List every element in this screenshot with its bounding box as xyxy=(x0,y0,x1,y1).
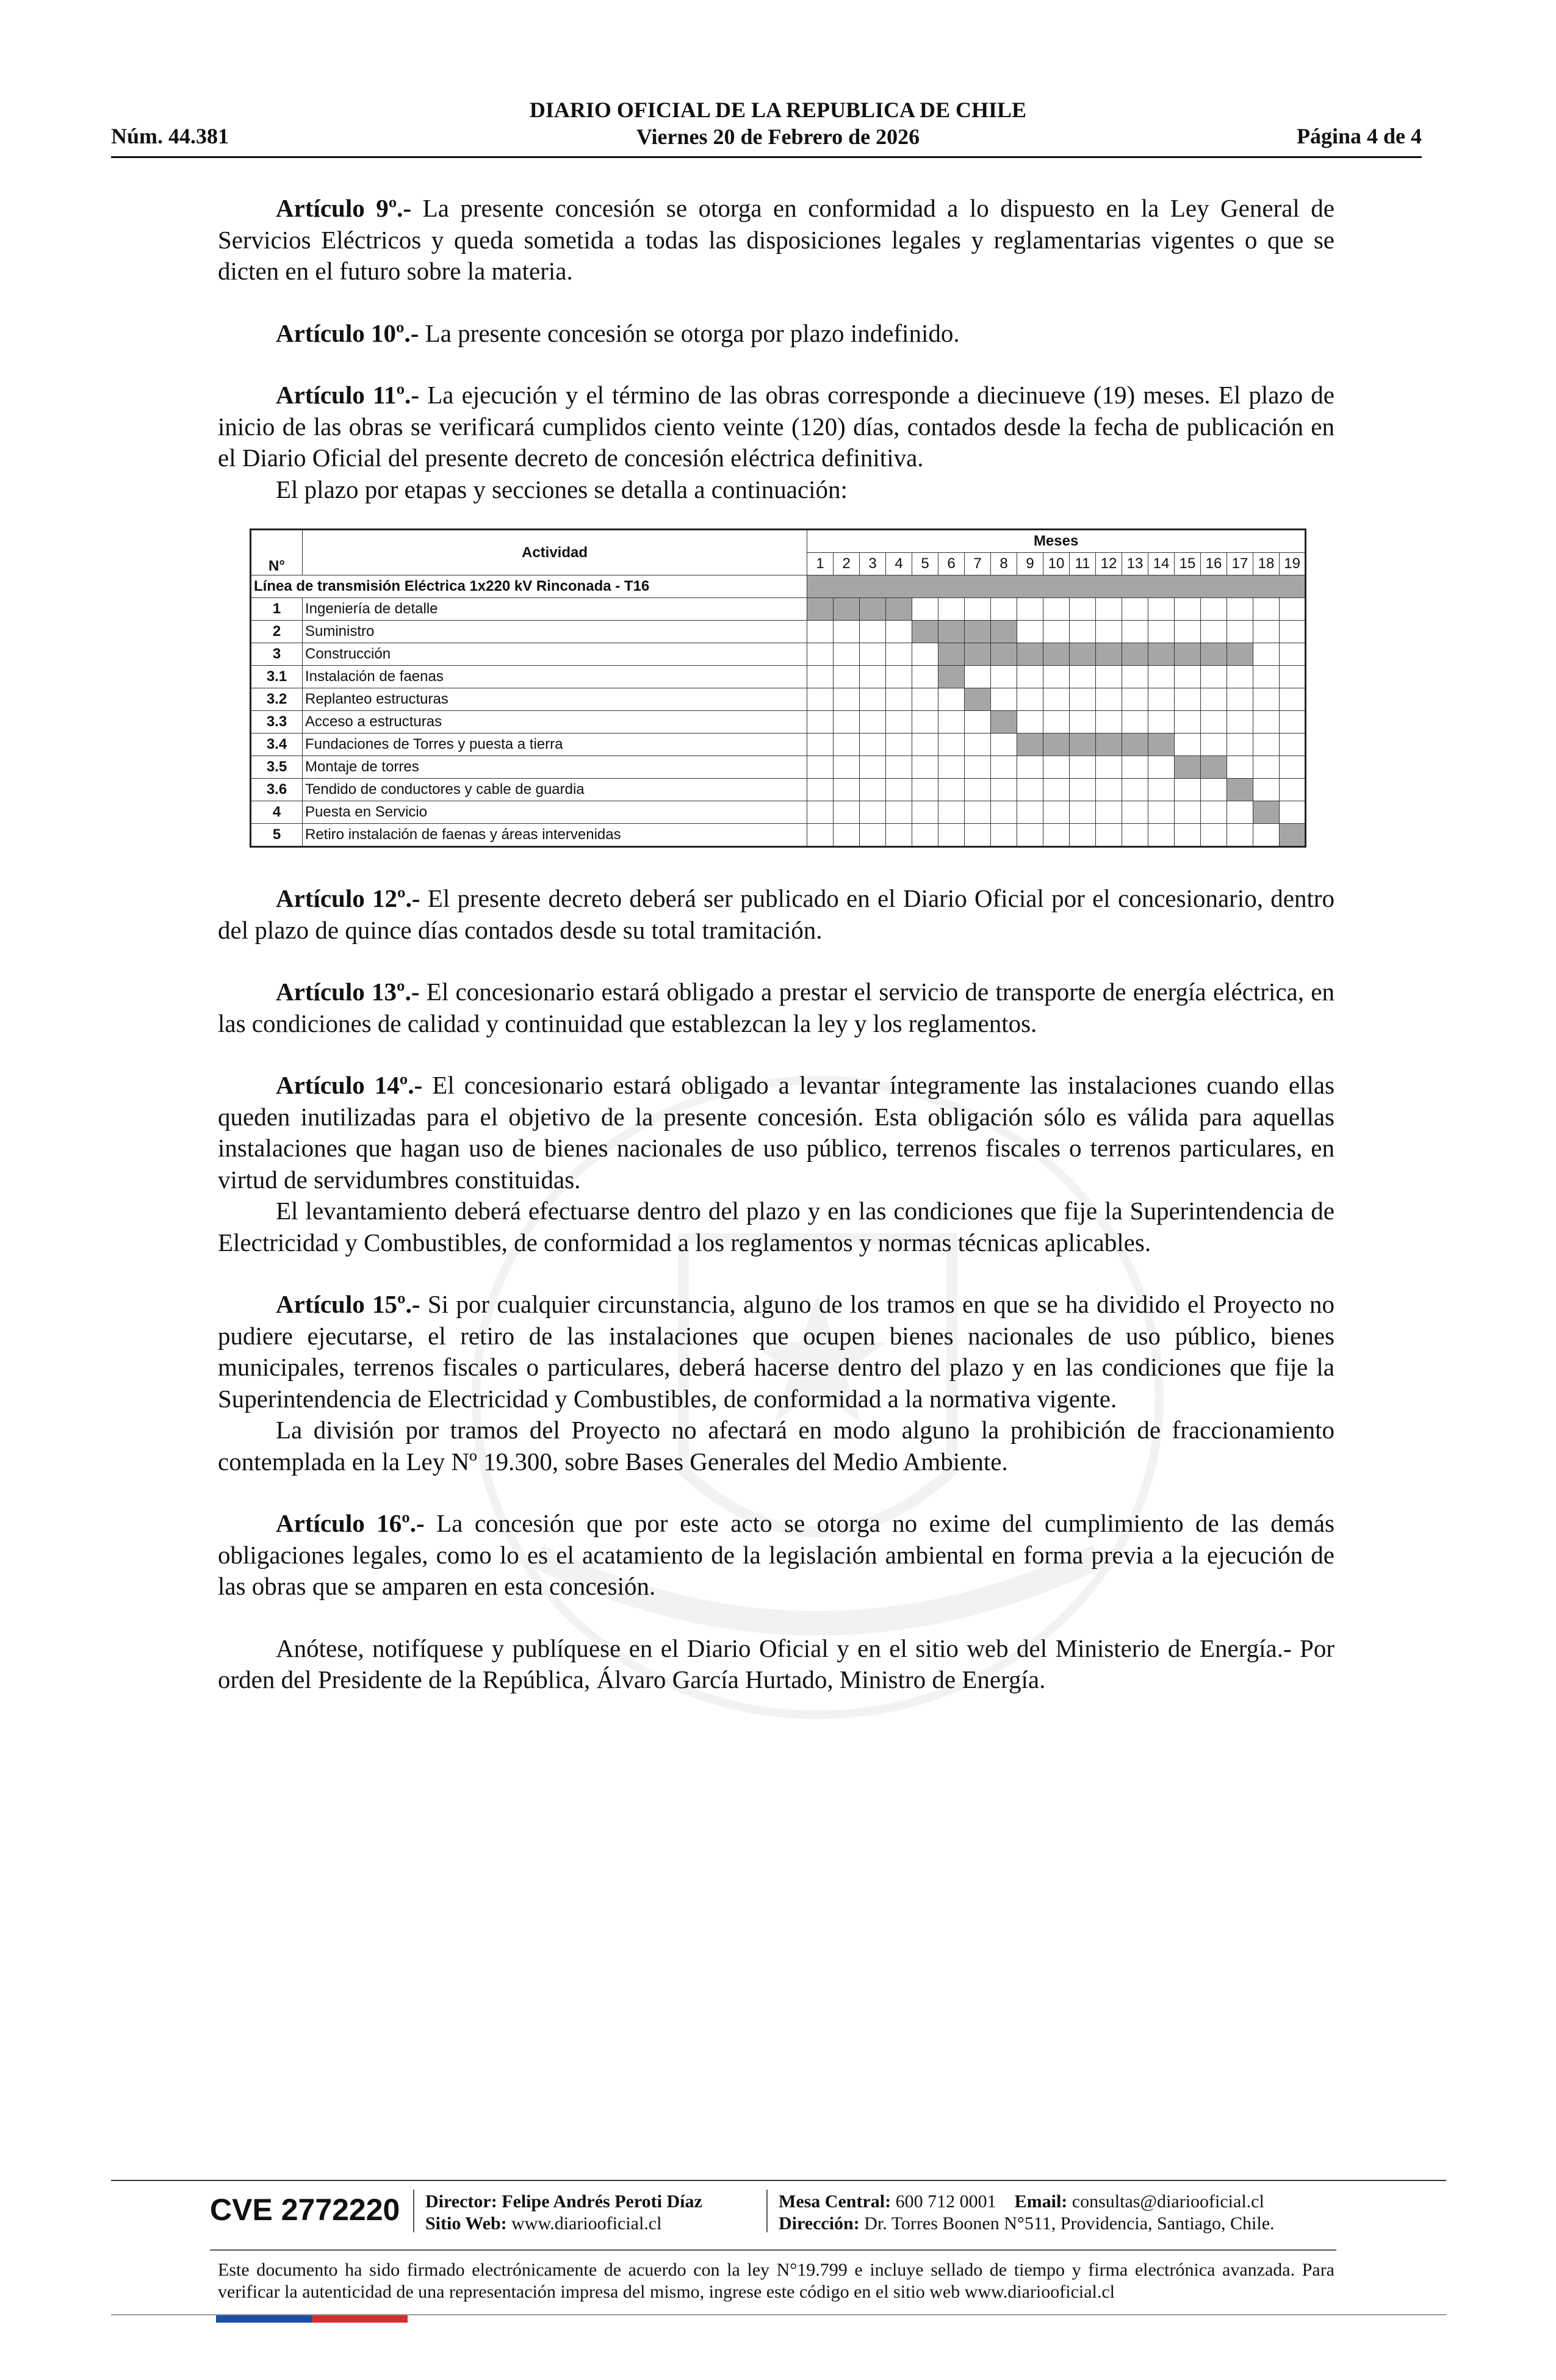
email-link[interactable]: consultas@diariooficial.cl xyxy=(1072,2191,1264,2212)
gantt-empty-cell xyxy=(912,756,938,779)
gantt-empty-cell xyxy=(1175,621,1201,643)
month-header: 17 xyxy=(1227,553,1253,575)
activity-number: 3.6 xyxy=(251,779,303,801)
gantt-bar-cell xyxy=(938,666,965,688)
gantt-empty-cell xyxy=(912,779,938,801)
activity-row xyxy=(251,598,1306,621)
gantt-empty-cell xyxy=(807,756,834,779)
gantt-bar-cell xyxy=(991,643,1017,666)
gantt-empty-cell xyxy=(1175,824,1201,847)
gantt-empty-cell xyxy=(1201,711,1227,734)
gantt-empty-cell xyxy=(1043,756,1070,779)
gantt-bar-cell xyxy=(1043,734,1070,756)
gantt-empty-cell xyxy=(1227,734,1253,756)
gantt-empty-cell xyxy=(860,688,886,711)
gantt-empty-cell xyxy=(991,734,1017,756)
month-header: 7 xyxy=(965,553,991,575)
gantt-empty-cell xyxy=(1043,779,1070,801)
article-16: Artículo 16º.- La concesión que por este acto se otorga no exime del cumplimiento de las demás obligaciones legales, como lo es el acatamiento de la legislación ambiental en forma previa a la ejecución de las obras que se amparen en esta concesión. xyxy=(218,1509,1334,1600)
gantt-empty-cell xyxy=(1175,666,1201,688)
gantt-empty-cell xyxy=(1070,711,1096,734)
article-10: Artículo 10º.- La presente concesión se otorga por plazo indefinido. xyxy=(276,319,960,347)
gantt-empty-cell xyxy=(860,734,886,756)
activity-row xyxy=(251,666,1306,688)
gantt-empty-cell xyxy=(860,801,886,824)
gantt-empty-cell xyxy=(1043,621,1070,643)
gantt-empty-cell xyxy=(886,711,912,734)
gantt-empty-cell xyxy=(991,688,1017,711)
gantt-bar-cell xyxy=(1148,734,1175,756)
gantt-empty-cell xyxy=(938,779,965,801)
gantt-empty-cell xyxy=(1096,756,1122,779)
gantt-empty-cell xyxy=(1017,621,1043,643)
footer-mid-divider xyxy=(210,2249,1336,2251)
gantt-empty-cell xyxy=(1017,711,1043,734)
gantt-empty-cell xyxy=(860,779,886,801)
gantt-empty-cell xyxy=(912,824,938,847)
gantt-empty-cell xyxy=(860,643,886,666)
gantt-empty-cell xyxy=(807,711,834,734)
activity-number: 3.1 xyxy=(251,666,303,688)
gantt-empty-cell xyxy=(938,801,965,824)
activity-row xyxy=(251,711,1306,734)
gantt-empty-cell xyxy=(938,711,965,734)
gantt-empty-cell xyxy=(1017,824,1043,847)
gantt-empty-cell xyxy=(1175,779,1201,801)
activity-row xyxy=(251,643,1306,666)
gantt-empty-cell xyxy=(1175,598,1201,621)
gantt-empty-cell xyxy=(1070,688,1096,711)
gantt-empty-cell xyxy=(1227,621,1253,643)
gantt-bar-cell xyxy=(1148,643,1175,666)
gantt-bar-cell xyxy=(1122,643,1148,666)
gantt-empty-cell xyxy=(991,666,1017,688)
gantt-empty-cell xyxy=(1201,666,1227,688)
gantt-empty-cell xyxy=(1096,801,1122,824)
activity-number: 3 xyxy=(251,643,303,666)
gantt-empty-cell xyxy=(1253,711,1280,734)
gantt-empty-cell xyxy=(1253,756,1280,779)
activity-number: 2 xyxy=(251,621,303,643)
activity-name: Puesta en Servicio xyxy=(303,801,807,824)
gantt-empty-cell xyxy=(1280,621,1306,643)
gantt-empty-cell xyxy=(860,711,886,734)
activity-number: 3.5 xyxy=(251,756,303,779)
gantt-empty-cell xyxy=(1280,711,1306,734)
gantt-empty-cell xyxy=(1201,779,1227,801)
gantt-empty-cell xyxy=(1070,801,1096,824)
gantt-empty-cell xyxy=(1070,824,1096,847)
activity-row xyxy=(251,779,1306,801)
gantt-empty-cell xyxy=(1253,643,1280,666)
gantt-empty-cell xyxy=(912,666,938,688)
gantt-bar-cell xyxy=(938,621,965,643)
director-name: Felipe Andrés Peroti Díaz xyxy=(502,2191,702,2212)
gantt-empty-cell xyxy=(991,598,1017,621)
gantt-bar-cell xyxy=(991,711,1017,734)
header-months: Meses xyxy=(807,530,1306,553)
gantt-empty-cell xyxy=(1148,666,1175,688)
activity-row xyxy=(251,621,1306,643)
gantt-empty-cell xyxy=(1227,801,1253,824)
gantt-empty-cell xyxy=(1122,621,1148,643)
gantt-empty-cell xyxy=(860,824,886,847)
gantt-empty-cell xyxy=(807,666,834,688)
footer-top-divider xyxy=(111,2180,1446,2181)
gantt-empty-cell xyxy=(1096,598,1122,621)
gantt-empty-cell xyxy=(938,756,965,779)
activity-name: Acceso a estructuras xyxy=(303,711,807,734)
gantt-empty-cell xyxy=(938,688,965,711)
section-bar xyxy=(807,575,1306,598)
month-header: 11 xyxy=(1070,553,1096,575)
issue-date: Viernes 20 de Febrero de 2026 xyxy=(636,124,920,149)
issue-number: Núm. 44.381 xyxy=(111,124,229,148)
gantt-bar-cell xyxy=(965,621,991,643)
gantt-empty-cell xyxy=(807,801,834,824)
gantt-empty-cell xyxy=(1148,711,1175,734)
gantt-empty-cell xyxy=(1201,801,1227,824)
gantt-empty-cell xyxy=(1122,779,1148,801)
gantt-bar-cell xyxy=(1070,734,1096,756)
gantt-empty-cell xyxy=(886,824,912,847)
gantt-empty-cell xyxy=(991,824,1017,847)
activity-row xyxy=(251,824,1306,847)
gantt-empty-cell xyxy=(991,756,1017,779)
gantt-empty-cell xyxy=(1253,734,1280,756)
gantt-empty-cell xyxy=(1280,666,1306,688)
header-activity: Actividad xyxy=(303,530,807,575)
month-header: 15 xyxy=(1175,553,1201,575)
gantt-empty-cell xyxy=(886,801,912,824)
month-header: 1 xyxy=(807,553,834,575)
gantt-empty-cell xyxy=(860,666,886,688)
gantt-empty-cell xyxy=(834,666,860,688)
gantt-empty-cell xyxy=(1175,801,1201,824)
activity-name: Replanteo estructuras xyxy=(303,688,807,711)
month-header: 10 xyxy=(1043,553,1070,575)
phone-number: 600 712 0001 xyxy=(895,2191,996,2212)
gantt-bar-cell xyxy=(965,688,991,711)
activity-row xyxy=(251,734,1306,756)
gantt-empty-cell xyxy=(1280,643,1306,666)
gantt-empty-cell xyxy=(886,779,912,801)
gantt-empty-cell xyxy=(1017,801,1043,824)
gantt-empty-cell xyxy=(1175,734,1201,756)
gantt-bar-cell xyxy=(1227,779,1253,801)
activity-number: 3.3 xyxy=(251,711,303,734)
gantt-empty-cell xyxy=(1096,621,1122,643)
gantt-empty-cell xyxy=(834,779,860,801)
activity-row xyxy=(251,801,1306,824)
gantt-empty-cell xyxy=(1043,824,1070,847)
gantt-empty-cell xyxy=(1201,621,1227,643)
gantt-empty-cell xyxy=(1280,688,1306,711)
gantt-bar-cell xyxy=(938,643,965,666)
activity-name: Suministro xyxy=(303,621,807,643)
gantt-empty-cell xyxy=(1201,598,1227,621)
article-14-continuation: El levantamiento deberá efectuarse dentro del plazo y en las condiciones que fije la Superintendencia de Electricidad y Combustibles, de conformidad a los reglamentos y normas técnicas aplicables. xyxy=(218,1197,1334,1257)
gantt-empty-cell xyxy=(1017,666,1043,688)
gantt-bar-cell xyxy=(834,598,860,621)
footer-separator xyxy=(413,2190,414,2232)
gantt-empty-cell xyxy=(1122,666,1148,688)
gantt-empty-cell xyxy=(1043,688,1070,711)
gantt-empty-cell xyxy=(1201,688,1227,711)
month-header: 6 xyxy=(938,553,965,575)
gantt-bar-cell xyxy=(912,621,938,643)
gantt-empty-cell xyxy=(1070,779,1096,801)
gantt-empty-cell xyxy=(965,824,991,847)
gantt-bar-cell xyxy=(1070,643,1096,666)
gantt-empty-cell xyxy=(834,756,860,779)
article-14: Artículo 14º.- El concesionario estará obligado a levantar íntegramente las instalaciones cuando ellas queden inutilizadas para el objetivo de la presente concesión. Esta obligación sólo es válida para aquellas instalaciones que hagan uso de bienes nacionales de uso público, terrenos fiscales o terrenos particulares, en virtud de servidumbres constituidas. xyxy=(218,1071,1334,1194)
header-number: N° xyxy=(251,530,303,575)
gantt-empty-cell xyxy=(965,598,991,621)
gantt-bar-cell xyxy=(1096,734,1122,756)
gantt-empty-cell xyxy=(1227,711,1253,734)
gantt-empty-cell xyxy=(886,621,912,643)
gantt-bar-cell xyxy=(1253,801,1280,824)
document-body xyxy=(218,193,1334,1696)
gantt-empty-cell xyxy=(1096,688,1122,711)
gantt-empty-cell xyxy=(1043,801,1070,824)
gantt-empty-cell xyxy=(1280,801,1306,824)
newspaper-title: DIARIO OFICIAL DE LA REPUBLICA DE CHILE xyxy=(529,98,1027,122)
month-header: 19 xyxy=(1280,553,1306,575)
footer-contact-block: Mesa Central: 600 712 0001 Email: consultas@diariooficial.cl Dirección: Dr. Torres Boonen N°511, Providencia, Santiago, Chile. xyxy=(779,2191,1275,2234)
gantt-empty-cell xyxy=(965,801,991,824)
gantt-empty-cell xyxy=(938,598,965,621)
gantt-empty-cell xyxy=(1043,711,1070,734)
month-header: 5 xyxy=(912,553,938,575)
gantt-empty-cell xyxy=(807,621,834,643)
gantt-empty-cell xyxy=(834,621,860,643)
legal-notice: Este documento ha sido firmado electrónicamente de acuerdo con la ley N°19.799 e incluye sellado de tiempo y firma electrónica avanzada. Para verificar la autenticidad de una representación impresa del mismo, ingrese este código en el sitio web www.diariooficial.cl xyxy=(218,2260,1334,2302)
gantt-empty-cell xyxy=(1122,688,1148,711)
gantt-empty-cell xyxy=(860,621,886,643)
gantt-empty-cell xyxy=(1096,666,1122,688)
gantt-empty-cell xyxy=(1122,711,1148,734)
activity-name: Montaje de torres xyxy=(303,756,807,779)
gantt-bar-cell xyxy=(1175,643,1201,666)
month-header: 9 xyxy=(1017,553,1043,575)
gantt-empty-cell xyxy=(965,666,991,688)
gantt-bar-cell xyxy=(1175,756,1201,779)
activity-row xyxy=(251,688,1306,711)
activity-name: Ingeniería de detalle xyxy=(303,598,807,621)
gantt-bar-cell xyxy=(807,598,834,621)
month-header: 3 xyxy=(860,553,886,575)
section-title: Línea de transmisión Eléctrica 1x220 kV Rinconada - T16 xyxy=(251,575,807,598)
gantt-empty-cell xyxy=(1148,801,1175,824)
gantt-bar-cell xyxy=(1201,643,1227,666)
gantt-empty-cell xyxy=(991,779,1017,801)
gantt-empty-cell xyxy=(860,756,886,779)
gantt-empty-cell xyxy=(834,824,860,847)
gantt-empty-cell xyxy=(965,734,991,756)
gantt-empty-cell xyxy=(991,801,1017,824)
gantt-empty-cell xyxy=(1253,779,1280,801)
gantt-bar-cell xyxy=(1201,756,1227,779)
activity-row xyxy=(251,756,1306,779)
month-header: 16 xyxy=(1201,553,1227,575)
gantt-empty-cell xyxy=(1175,688,1201,711)
gantt-empty-cell xyxy=(1227,598,1253,621)
gantt-empty-cell xyxy=(1122,824,1148,847)
gantt-empty-cell xyxy=(1122,756,1148,779)
address: Dr. Torres Boonen N°511, Providencia, Santiago, Chile. xyxy=(864,2213,1275,2234)
month-header: 13 xyxy=(1122,553,1148,575)
article-15: Artículo 15º.- Si por cualquier circunstancia, alguno de los tramos en que se ha dividido el Proyecto no pudiere ejecutarse, el retiro de las instalaciones que ocupen bienes nacionales de uso público, bienes municipales, terrenos fiscales o particulares, deberá hacerse dentro del plazo y en las condiciones que fije la Superintendencia de Electricidad y Combustibles, de conformidad a la normativa vigente. xyxy=(218,1290,1334,1413)
activity-name: Tendido de conductores y cable de guardia xyxy=(303,779,807,801)
gantt-empty-cell xyxy=(1070,598,1096,621)
article-9: Artículo 9º.- La presente concesión se otorga en conformidad a lo dispuesto en la Ley General de Servicios Eléctricos y queda sometida a todas las disposiciones legales y reglamentarias vigentes o que se dicten en el futuro sobre la materia. xyxy=(218,194,1334,285)
gantt-empty-cell xyxy=(965,756,991,779)
gantt-empty-cell xyxy=(912,711,938,734)
gantt-empty-cell xyxy=(912,801,938,824)
gantt-empty-cell xyxy=(938,734,965,756)
gantt-empty-cell xyxy=(1253,824,1280,847)
flag-stripe xyxy=(216,2315,408,2323)
month-header: 4 xyxy=(886,553,912,575)
month-header: 2 xyxy=(834,553,860,575)
gantt-bar-cell xyxy=(1227,643,1253,666)
activity-number: 5 xyxy=(251,824,303,847)
activity-name: Retiro instalación de faenas y áreas intervenidas xyxy=(303,824,807,847)
gantt-empty-cell xyxy=(807,779,834,801)
gantt-empty-cell xyxy=(912,643,938,666)
footer-director-block: Director: Felipe Andrés Peroti Díaz Sitio Web: www.diariooficial.cl xyxy=(425,2191,702,2234)
activity-number: 3.4 xyxy=(251,734,303,756)
gantt-empty-cell xyxy=(1280,598,1306,621)
gantt-empty-cell xyxy=(1017,779,1043,801)
gantt-bar-cell xyxy=(965,643,991,666)
activity-name: Instalación de faenas xyxy=(303,666,807,688)
activity-number: 1 xyxy=(251,598,303,621)
gantt-empty-cell xyxy=(1201,824,1227,847)
gantt-empty-cell xyxy=(1253,688,1280,711)
gantt-empty-cell xyxy=(1122,801,1148,824)
article-11-continuation: El plazo por etapas y secciones se detalla a continuación: xyxy=(276,475,848,503)
gantt-bar-cell xyxy=(1017,734,1043,756)
gantt-empty-cell xyxy=(1148,756,1175,779)
gantt-bar-cell xyxy=(1280,824,1306,847)
month-header: 12 xyxy=(1096,553,1122,575)
gantt-bar-cell xyxy=(1096,643,1122,666)
gantt-empty-cell xyxy=(1201,734,1227,756)
gantt-empty-cell xyxy=(1148,598,1175,621)
schedule-table xyxy=(250,528,1305,848)
gantt-empty-cell xyxy=(1148,824,1175,847)
gantt-empty-cell xyxy=(1227,824,1253,847)
gantt-empty-cell xyxy=(1043,598,1070,621)
gantt-empty-cell xyxy=(1017,688,1043,711)
gantt-empty-cell xyxy=(1096,711,1122,734)
gantt-empty-cell xyxy=(1148,688,1175,711)
activity-name: Construcción xyxy=(303,643,807,666)
article-13: Artículo 13º.- El concesionario estará obligado a prestar el servicio de transporte de energía eléctrica, en las condiciones de calidad y continuidad que establezcan la ley y los reglamentos. xyxy=(218,978,1334,1037)
gantt-empty-cell xyxy=(1253,598,1280,621)
gantt-bar-cell xyxy=(1017,643,1043,666)
activity-number: 3.2 xyxy=(251,688,303,711)
gantt-empty-cell xyxy=(1280,734,1306,756)
activity-number: 4 xyxy=(251,801,303,824)
gantt-empty-cell xyxy=(1227,688,1253,711)
gantt-bar-cell xyxy=(1122,734,1148,756)
gantt-empty-cell xyxy=(1096,779,1122,801)
gantt-empty-cell xyxy=(912,688,938,711)
gantt-empty-cell xyxy=(1253,621,1280,643)
closing-paragraph: Anótese, notifíquese y publíquese en el Diario Oficial y en el sitio web del Ministerio de Energía.- Por orden del Presidente de la República, Álvaro García Hurtado, Ministro de Energía. xyxy=(218,1634,1334,1693)
month-header: 14 xyxy=(1148,553,1175,575)
gantt-empty-cell xyxy=(1043,666,1070,688)
gantt-empty-cell xyxy=(1227,756,1253,779)
gantt-bar-cell xyxy=(1043,643,1070,666)
gantt-empty-cell xyxy=(886,643,912,666)
gantt-bar-cell xyxy=(860,598,886,621)
gantt-empty-cell xyxy=(1122,598,1148,621)
gantt-empty-cell xyxy=(1253,666,1280,688)
gantt-empty-cell xyxy=(965,779,991,801)
gantt-empty-cell xyxy=(834,643,860,666)
gantt-empty-cell xyxy=(912,598,938,621)
gantt-empty-cell xyxy=(1227,666,1253,688)
activity-name: Fundaciones de Torres y puesta a tierra xyxy=(303,734,807,756)
gantt-empty-cell xyxy=(1148,621,1175,643)
gantt-empty-cell xyxy=(886,688,912,711)
gantt-bar-cell xyxy=(991,621,1017,643)
gantt-empty-cell xyxy=(1070,666,1096,688)
month-header: 18 xyxy=(1253,553,1280,575)
gantt-empty-cell xyxy=(1280,756,1306,779)
month-header: 8 xyxy=(991,553,1017,575)
gantt-empty-cell xyxy=(886,756,912,779)
gantt-empty-cell xyxy=(834,711,860,734)
gantt-empty-cell xyxy=(807,734,834,756)
gantt-empty-cell xyxy=(886,734,912,756)
gantt-empty-cell xyxy=(834,801,860,824)
gantt-empty-cell xyxy=(1070,756,1096,779)
gantt-empty-cell xyxy=(1280,779,1306,801)
gantt-empty-cell xyxy=(807,643,834,666)
gantt-empty-cell xyxy=(965,711,991,734)
gantt-empty-cell xyxy=(834,688,860,711)
gantt-bar-cell xyxy=(886,598,912,621)
cve-code: CVE 2772220 xyxy=(210,2193,400,2227)
gantt-empty-cell xyxy=(1096,824,1122,847)
gantt-empty-cell xyxy=(1148,779,1175,801)
gantt-empty-cell xyxy=(807,824,834,847)
article-12: Artículo 12º.- El presente decreto deberá ser publicado en el Diario Oficial por el concesionario, dentro del plazo de quince días contados desde su total tramitación. xyxy=(218,884,1334,944)
gantt-empty-cell xyxy=(807,688,834,711)
article-11: Artículo 11º.- La ejecución y el término de las obras corresponde a diecinueve (19) meses. El plazo de inicio de las obras se verificará cumplidos ciento veinte (120) días, contados desde la fecha de publicación en el Diario Oficial del presente decreto de concesión eléctrica definitiva. xyxy=(218,381,1335,472)
gantt-empty-cell xyxy=(1175,711,1201,734)
header-divider xyxy=(111,156,1422,158)
website-link[interactable]: www.diariooficial.cl xyxy=(511,2213,662,2234)
gantt-empty-cell xyxy=(912,734,938,756)
gantt-empty-cell xyxy=(886,666,912,688)
gantt-empty-cell xyxy=(1070,621,1096,643)
gantt-empty-cell xyxy=(1017,598,1043,621)
page-number: Página 4 de 4 xyxy=(1296,124,1422,148)
gantt-empty-cell xyxy=(1017,756,1043,779)
gantt-empty-cell xyxy=(834,734,860,756)
footer-separator xyxy=(766,2190,768,2232)
gantt-empty-cell xyxy=(938,824,965,847)
article-15-continuation: La división por tramos del Proyecto no afectará en modo alguno la prohibición de fraccionamiento contemplada en la Ley Nº 19.300, sobre Bases Generales del Medio Ambiente. xyxy=(218,1416,1334,1476)
